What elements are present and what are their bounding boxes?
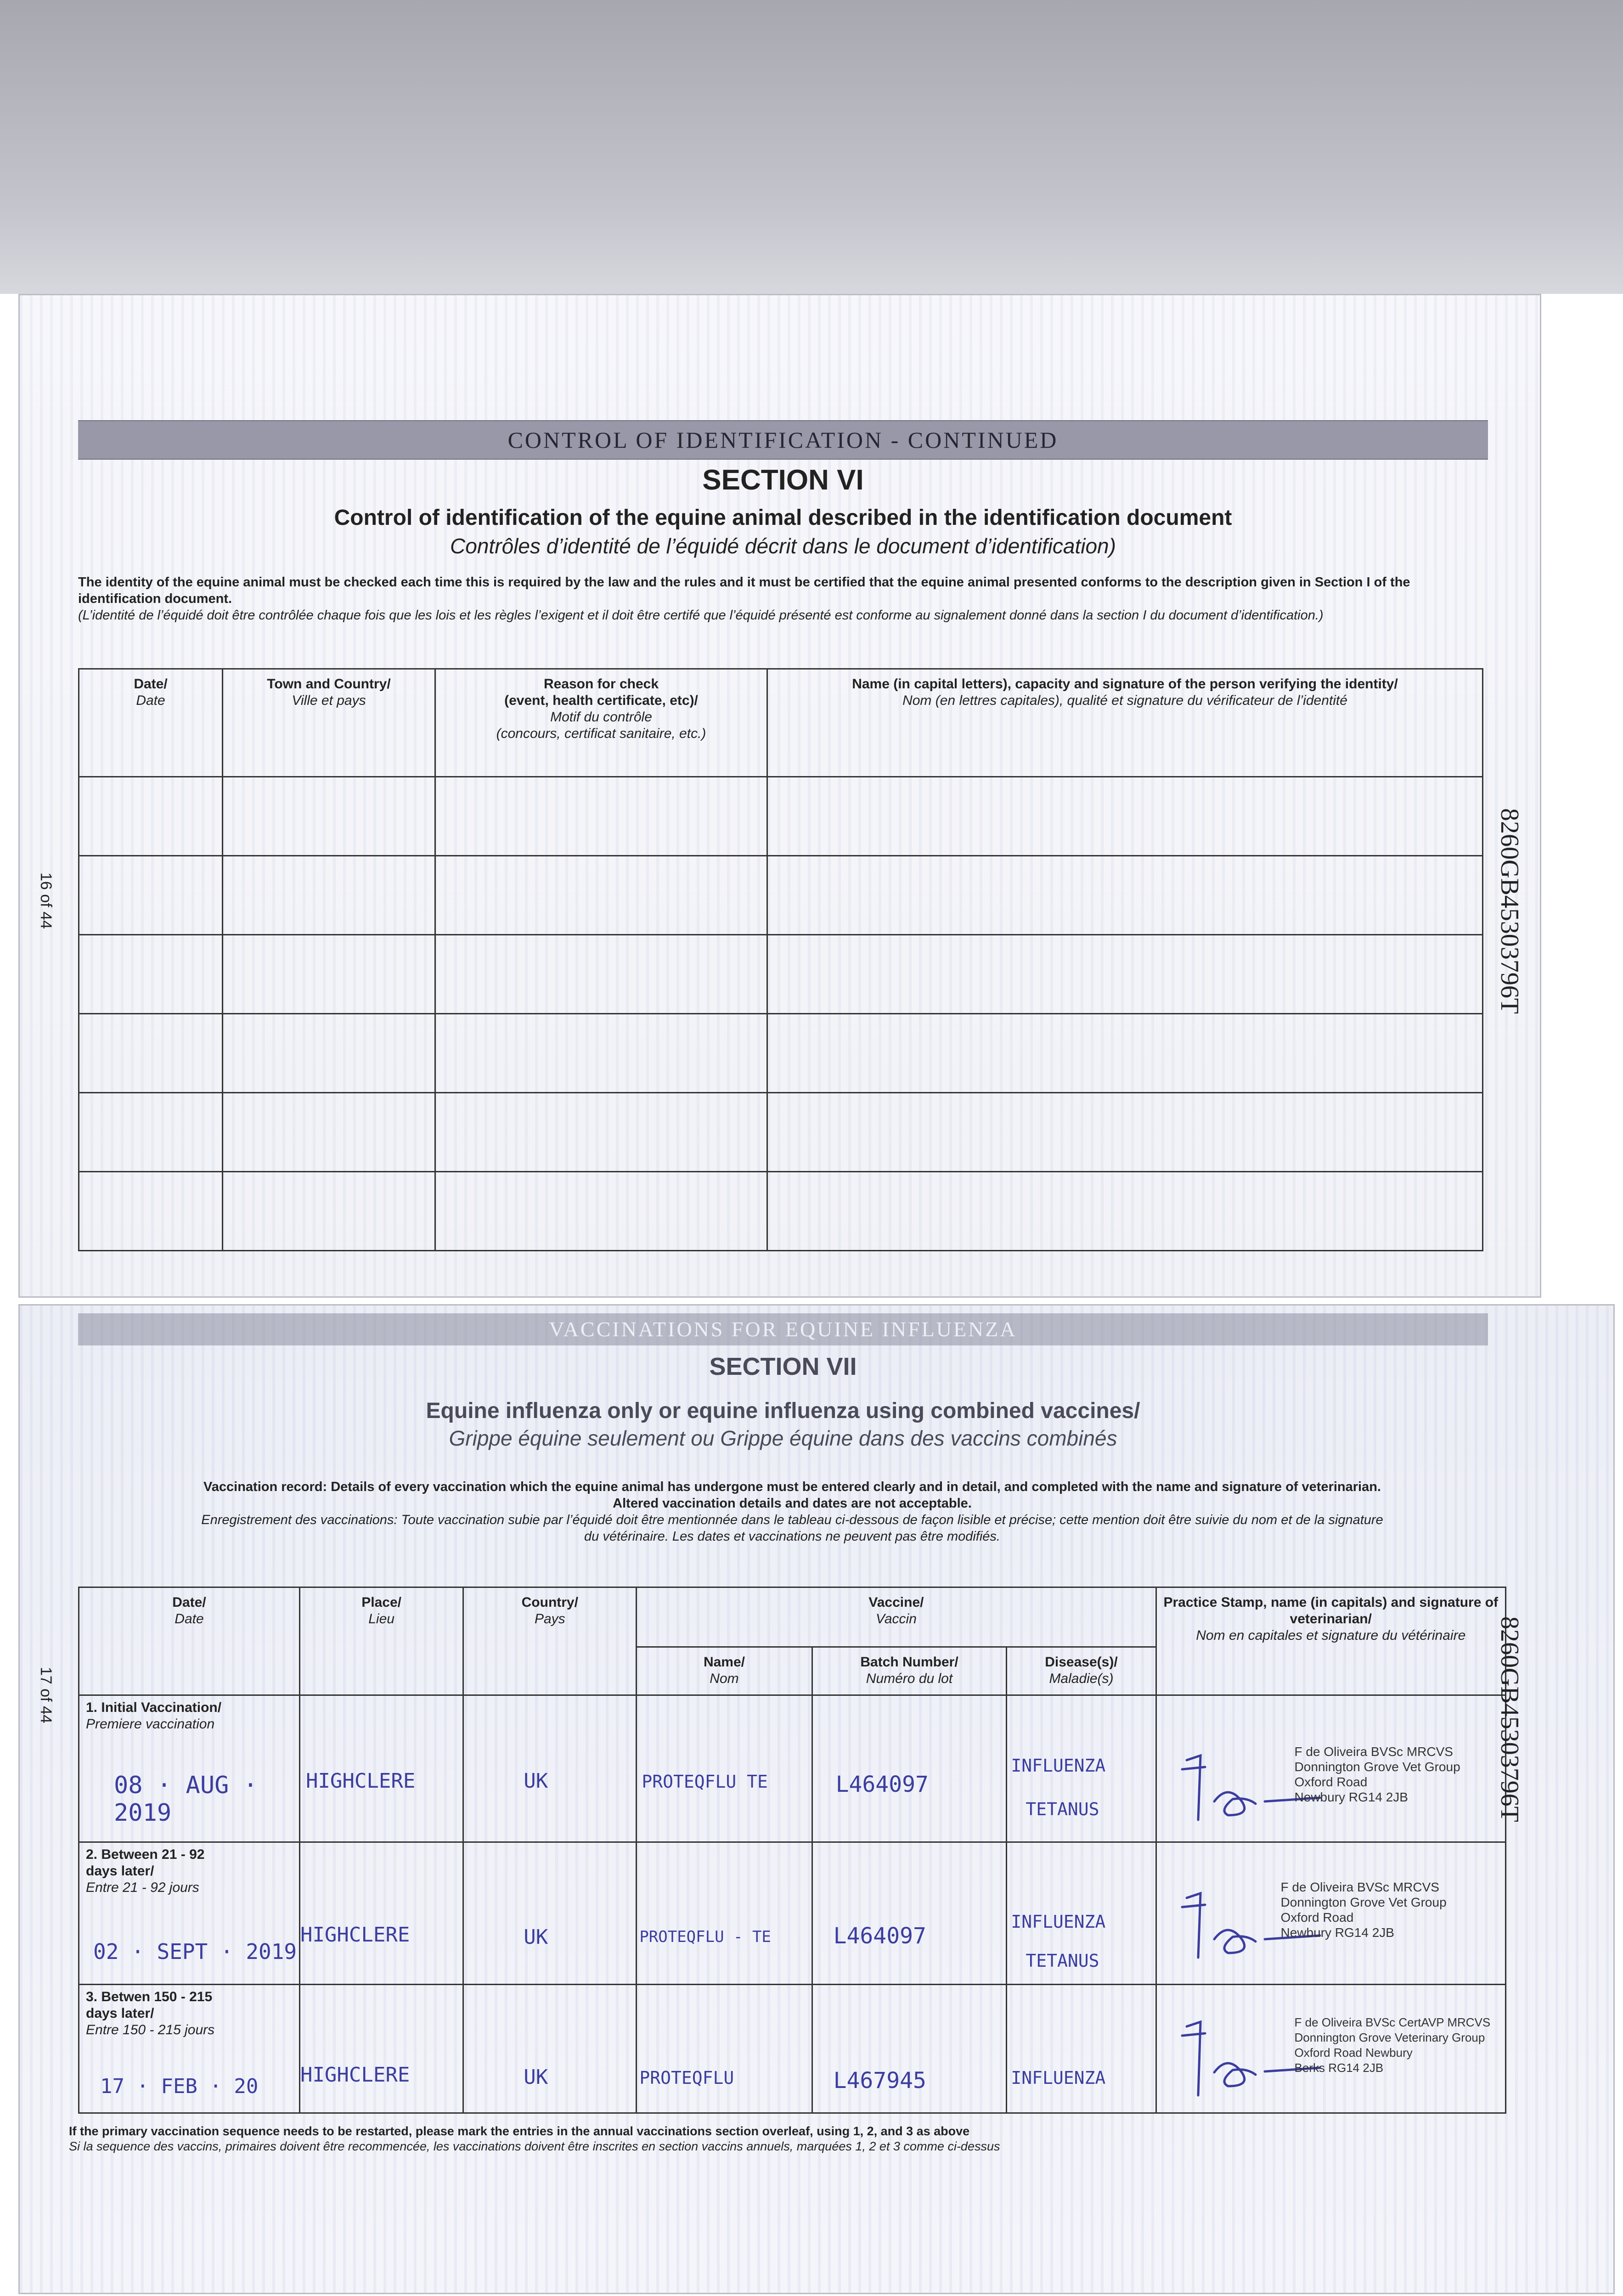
row-place: HIGHCLERE (299, 1842, 463, 1985)
col-date: Date/ Date (79, 669, 223, 777)
section7-intro (78, 1479, 1506, 1545)
table-row (79, 1842, 1506, 1985)
section6-heading: SECTION VI (702, 464, 864, 496)
row-date: 3. Betwen 150 - 215 days later/ Entre 150 - 215 jours 17 · FEB · 20 (79, 1985, 300, 2113)
row-date: 2. Between 21 - 92 days later/ Entre 21 - 92 jours 02 · SEPT · 2019 (79, 1842, 300, 1985)
section6-intro-fr: (L’identité de l’équidé doit être contrôlée chaque fois que les lois et les règles l’exigent et il doit être certifé que l’équidé présenté est conforme au signalement donné dans la section I du document d’identification.) (78, 608, 1324, 623)
section7-intro-en: Vaccination record: Details of every vaccination which the equine animal has undergone must be entered clearly and in detail, and completed with the name and signature of veterinarian. (203, 1480, 1381, 1494)
passport-number-top: 8260GB45303796T (1495, 808, 1524, 1014)
section7-intro-fr2: du vétérinaire. Les dates et vaccinations ne peuvent pas être modifiés. (584, 1529, 1000, 1544)
table-row (79, 935, 1483, 1014)
table-row (79, 1985, 1506, 2113)
section7-heading: SECTION VII (709, 1353, 857, 1380)
section6-intro (78, 574, 1483, 624)
col-country: Country/ Pays (463, 1587, 637, 1695)
table-row (79, 1014, 1483, 1093)
row-vaccine: PROTEQFLU (637, 1985, 812, 2113)
section6-band: CONTROL OF IDENTIFICATION - CONTINUED (78, 420, 1488, 460)
section6-intro-en: The identity of the equine animal must be checked each time this is required by the law and the rules and it must be certified that the equine animal presented conforms to the description given in Section I of the identification document. (78, 575, 1410, 606)
col-disease: Disease(s)/ Maladie(s) (1007, 1647, 1156, 1695)
row-disease: INFLUENZA (1007, 1985, 1156, 2113)
row-place: HIGHCLERE (299, 1695, 463, 1842)
vaccination-table (78, 1587, 1506, 2114)
col-town-country: Town and Country/ Ville et pays (223, 669, 435, 777)
table-row (79, 1172, 1483, 1251)
page-number-17: 17 of 44 (37, 1667, 55, 1723)
table-row (79, 777, 1483, 856)
section7-subtitle: Grippe équine seulement ou Grippe équine dans des vaccins combinés (449, 1426, 1117, 1450)
row-stamp: F de Oliveira BVSc MRCVS Donnington Grove Vet Group Oxford Road Newbury RG14 2JB (1156, 1695, 1505, 1842)
section6-subtitle: Contrôles d’identité de l’équidé décrit dans le document d’identification) (450, 534, 1116, 558)
row-date: 1. Initial Vaccination/ Premiere vaccination 08 · AUG · 2019 (79, 1695, 300, 1842)
identity-check-table (78, 668, 1483, 1251)
section7-band: VACCINATIONS FOR EQUINE INFLUENZA (78, 1313, 1488, 1345)
scan-background (0, 0, 1623, 294)
footer-note-en: If the primary vaccination sequence needs to be restarted, please mark the entries in the annual vaccinations section overleaf, using 1, 2, and 3 as above (69, 2124, 970, 2138)
col-verifier: Name (in capital letters), capacity and signature of the person verifying the identity/ Nom (en lettres capitales), qualité et signature du vérificateur de l’identité (767, 669, 1483, 777)
table-row (79, 856, 1483, 935)
row-country: UK (463, 1842, 637, 1985)
row-batch: L464097 (812, 1842, 1007, 1985)
col-vaccine: Vaccine/ Vaccin (637, 1587, 1156, 1647)
row-vaccine: PROTEQFLU - TE (637, 1842, 812, 1985)
section7-intro-fr: Enregistrement des vaccinations: Toute vaccination subie par l’équidé doit être mentionnée dans le tableau ci-dessous de façon lisible et précise; cette mention doit être suivie du nom et de la signature (201, 1513, 1383, 1527)
passport-number-bottom: 8260GB45303796T (1495, 1616, 1524, 1822)
row-batch: L464097 (812, 1695, 1007, 1842)
row-batch: L467945 (812, 1985, 1007, 2113)
table-row (79, 1695, 1506, 1842)
col-date: Date/ Date (79, 1587, 300, 1695)
row-stamp: F de Oliveira BVSc MRCVS Donnington Grove Vet Group Oxford Road Newbury RG14 2JB (1156, 1842, 1505, 1985)
row-vaccine: PROTEQFLU TE (637, 1695, 812, 1842)
row-country: UK (463, 1985, 637, 2113)
row-disease: INFLUENZA TETANUS (1007, 1842, 1156, 1985)
table-row (79, 1093, 1483, 1172)
row-stamp: F de Oliveira BVSc CertAVP MRCVS Donnington Grove Veterinary Group Oxford Road Newbury Berks RG14 2JB (1156, 1985, 1505, 2113)
row-place: HIGHCLERE (299, 1985, 463, 2113)
row-disease: INFLUENZA TETANUS (1007, 1695, 1156, 1842)
section7-intro-en2: Altered vaccination details and dates are not acceptable. (613, 1496, 972, 1511)
section7-title: Equine influenza only or equine influenza using combined vaccines/ (426, 1399, 1140, 1423)
section6-title: Control of identification of the equine animal described in the identification document (334, 506, 1232, 530)
footer-note (69, 2124, 1538, 2154)
footer-note-fr: Si la sequence des vaccins, primaires doivent être recommencée, les vaccinations doivent être inscrites en section vaccins annuels, marquées 1, 2 et 3 comme ci-dessus (69, 2139, 1000, 2153)
col-vaccine-name: Name/ Nom (637, 1647, 812, 1695)
page-number-16: 16 of 44 (37, 872, 55, 929)
col-place: Place/ Lieu (299, 1587, 463, 1695)
col-batch: Batch Number/ Numéro du lot (812, 1647, 1007, 1695)
row-country: UK (463, 1695, 637, 1842)
col-reason: Reason for check (event, health certificate, etc)/ Motif du contrôle (concours, certificat sanitaire, etc.) (435, 669, 767, 777)
col-stamp: Practice Stamp, name (in capitals) and signature of veterinarian/ Nom en capitales et signature du vétérinaire (1156, 1587, 1505, 1695)
